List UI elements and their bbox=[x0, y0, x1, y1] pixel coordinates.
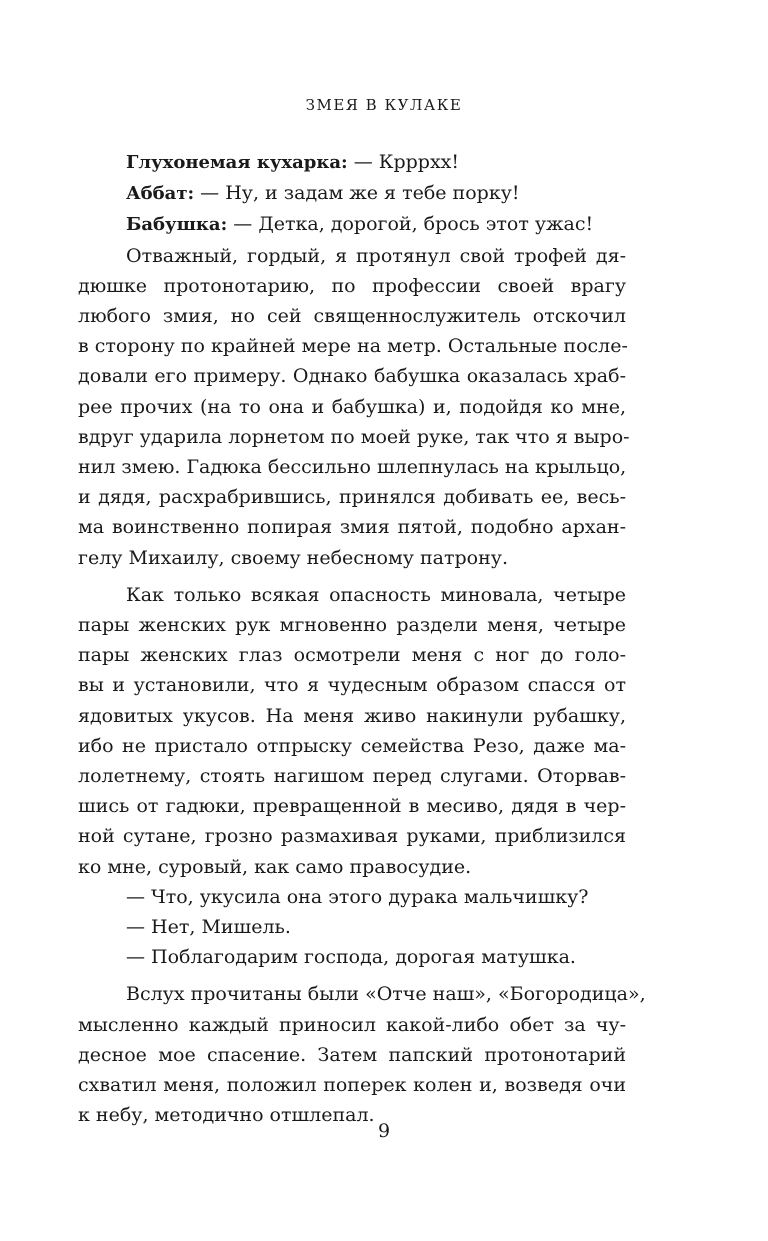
paragraph-gap bbox=[124, 573, 626, 580]
text-line: пары женских рук мгновенно раздели меня, четыре bbox=[78, 614, 626, 637]
running-head: ЗМЕЯ В КУЛАКЕ bbox=[305, 96, 463, 114]
text-line: гелу Михаилу, своему небесному патрону. bbox=[78, 546, 508, 569]
text-line: ибо не пристало отпрыску семейства Резо, даже ма- bbox=[78, 734, 626, 757]
speaker-label: Глухонемая кухарка: bbox=[126, 152, 348, 173]
text-line: и дядя, расхрабрившись, принялся добивать ее, весь- bbox=[78, 486, 626, 509]
text-line: в сторону по крайней мере на метр. Остальные после- bbox=[78, 335, 628, 358]
speaker-label: Бабушка: bbox=[126, 214, 228, 236]
text-line: нил змею. Гадюка бессильно шлепнулась на крыльцо, bbox=[78, 456, 627, 479]
dialogue-line bbox=[124, 209, 626, 240]
text-line: довали его примеру. Однако бабушка оказалась храб- bbox=[78, 365, 626, 388]
text-line: дюшке протонотарию, по профессии своей врагу bbox=[78, 274, 626, 297]
text-line: рее прочих (на то она и бабушка) и, подойдя ко мне, bbox=[78, 395, 626, 418]
text-line: мысленно каждый приносил какой-либо обет за чу- bbox=[78, 1013, 626, 1036]
text-line: ной сутане, грозно размахивая руками, приблизился bbox=[78, 825, 626, 848]
text-line: шись от гадюки, превращенной в месиво, дядя в чер- bbox=[78, 795, 626, 818]
text-line: ко мне, суровый, как само правосудие. bbox=[78, 855, 472, 878]
dialogue-line: — Что, укусила она этого дурака мальчишку? bbox=[126, 885, 589, 908]
text-line: ядовитых укусов. На меня живо накинули рубашку, bbox=[78, 704, 626, 727]
page-body bbox=[78, 147, 646, 1131]
text-line: Отважный, гордый, я протянул свой трофей дя- bbox=[126, 244, 626, 267]
dialogue-text: — Детка, дорогой, брось этот ужас! bbox=[227, 213, 594, 236]
text-line: лолетнему, стоять нагишом перед слугами. Оторвав- bbox=[78, 765, 626, 788]
dialogue-line bbox=[124, 147, 626, 178]
text-line: Вслух прочитаны были «Отче наш», «Богородица», bbox=[126, 983, 646, 1006]
text-line: любого змия, но сей священнослужитель отскочил bbox=[78, 305, 626, 328]
page-number: 9 bbox=[377, 1120, 391, 1142]
text-line: схватил меня, положил поперек колен и, возведя очи bbox=[78, 1074, 626, 1097]
dialogue-line bbox=[124, 178, 626, 209]
text-line: вы и установили, что я чудесным образом спасся от bbox=[78, 674, 626, 697]
text-line: Как только всякая опасность миновала, четыре bbox=[126, 583, 626, 606]
text-line: десное мое спасение. Затем папский протонотарий bbox=[78, 1043, 626, 1066]
text-line: к небу, методично отшлепал. bbox=[78, 1104, 375, 1127]
text-line: вдруг ударила лорнетом по моей руке, так что я выро- bbox=[78, 425, 630, 448]
paragraph-gap bbox=[124, 972, 626, 979]
speaker-label: Аббат: bbox=[126, 183, 195, 205]
dialogue-text: — Крррхх! bbox=[347, 151, 460, 173]
dialogue-line: — Поблагодарим господа, дорогая матушка. bbox=[126, 946, 576, 969]
text-line: пары женских глаз осмотрели меня с ног до голо- bbox=[78, 644, 626, 667]
text-line: ма воинственно попирая змия пятой, подобно архан- bbox=[78, 516, 626, 539]
dialogue-text: — Ну, и задам же я тебе порку! bbox=[194, 182, 520, 205]
dialogue-line: — Нет, Мишель. bbox=[126, 916, 291, 939]
